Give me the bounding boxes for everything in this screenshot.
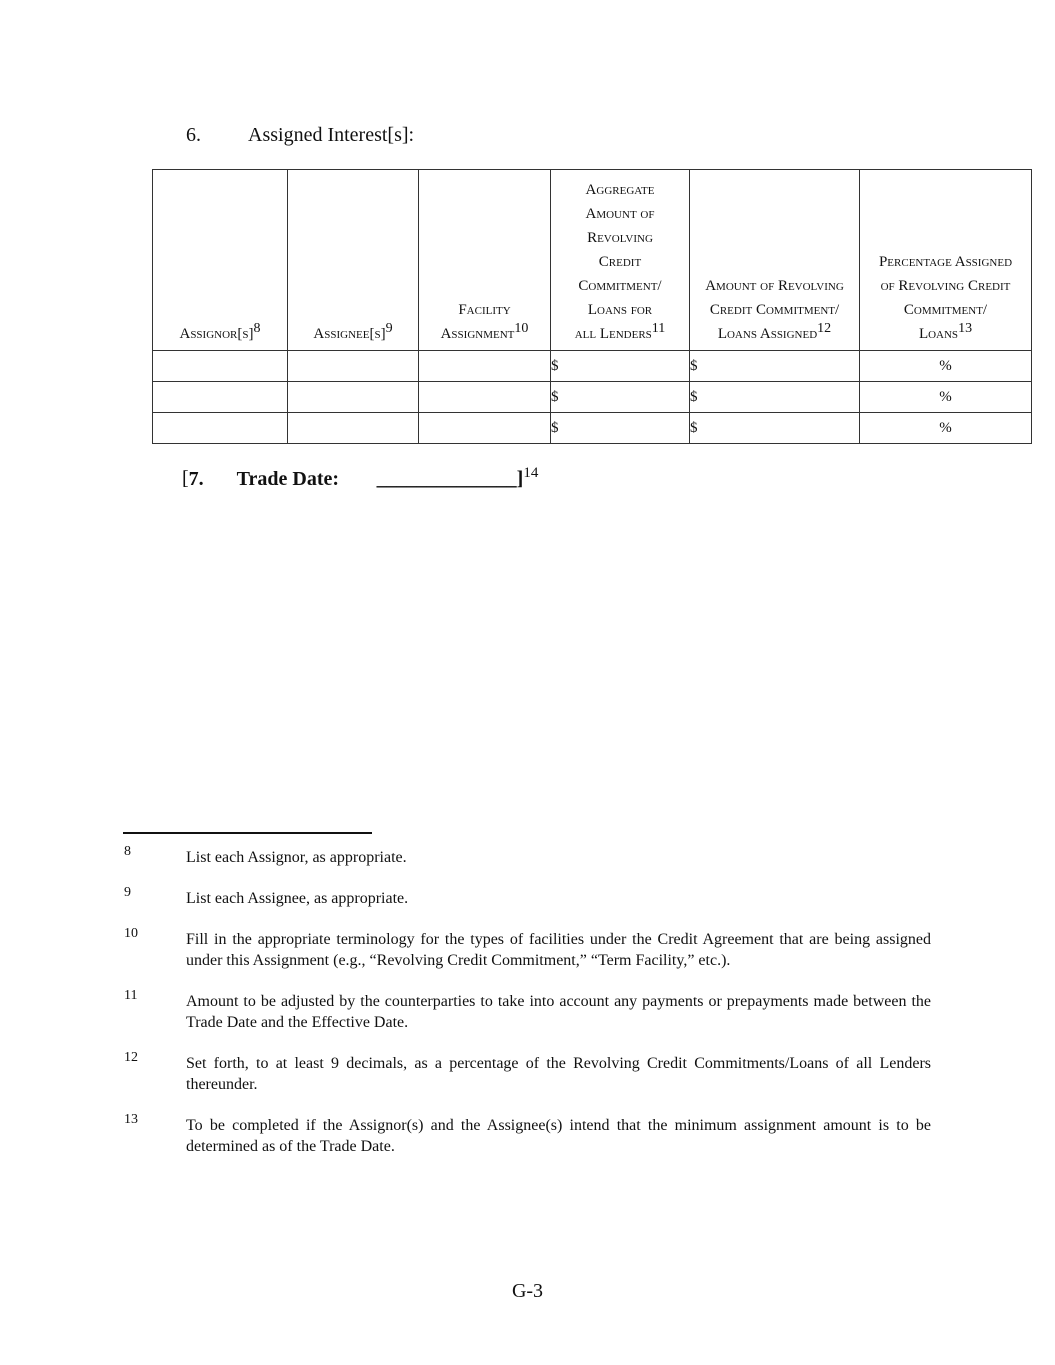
- header-percentage-assigned: Percentage Assigned of Revolving Credit Commitment/ Loans$^{13}$: [860, 170, 1032, 351]
- percentage-cell[interactable]: %: [860, 382, 1032, 413]
- assignee-cell[interactable]: [288, 413, 419, 444]
- footnote-text: Amount to be adjusted by the counterparties to take into account any payments or prepayments made between the Trade Date and the Effective Date.: [186, 993, 931, 1031]
- assignee-cell[interactable]: [288, 351, 419, 382]
- facility-cell[interactable]: [419, 413, 551, 444]
- footnote-number: 11: [124, 988, 138, 1003]
- facility-cell[interactable]: [419, 351, 551, 382]
- footnote-text: To be completed if the Assignor(s) and the Assignee(s) intend that the minimum assignment amount is to be determined as of the Trade Date.: [186, 1117, 931, 1155]
- header-assignee: $Assignee[s]^9$: [288, 170, 419, 351]
- trade-open-bracket: [: [182, 467, 189, 490]
- footnote: [124, 885, 931, 909]
- footnote-number: 9: [124, 885, 131, 900]
- amount-assigned-cell[interactable]: $: [690, 413, 860, 444]
- header-assignor: $Assignor[s]^8$: [153, 170, 288, 351]
- percentage-cell[interactable]: %: [860, 351, 1032, 382]
- percentage-cell[interactable]: %: [860, 413, 1032, 444]
- footnote-number: 8: [124, 844, 131, 859]
- amount-assigned-cell[interactable]: $: [690, 351, 860, 382]
- amount-assigned-cell[interactable]: $: [690, 382, 860, 413]
- table-header-row: [153, 170, 1032, 351]
- trade-label: Trade Date:: [236, 467, 340, 490]
- header-amount-assigned: Amount of Revolving Credit Commitment/ Loans Assigned$^{12}$: [690, 170, 860, 351]
- aggregate-amount-cell[interactable]: $: [551, 413, 690, 444]
- table-row: [153, 413, 1032, 444]
- footnote-number: 10: [124, 926, 138, 941]
- header-facility-assignment: Facility Assignment$^{10}$: [419, 170, 551, 351]
- footnote: [124, 1050, 931, 1095]
- section-6-heading: [186, 124, 414, 147]
- footnote: [124, 844, 931, 868]
- footnote-number: 12: [124, 1050, 138, 1065]
- section-number: 6.: [186, 124, 201, 146]
- table-row: [153, 382, 1032, 413]
- assignor-cell[interactable]: [153, 413, 288, 444]
- footnote: [124, 1112, 931, 1157]
- footnote: [124, 926, 931, 971]
- aggregate-amount-cell[interactable]: $: [551, 351, 690, 382]
- footnote-text: Fill in the appropriate terminology for the types of facilities under the Credit Agreement that are being assigned under this Assignment (e.g., “Revolving Credit Commitment,” “Term Facility,” etc.).: [186, 931, 931, 969]
- assignor-cell[interactable]: [153, 351, 288, 382]
- footnote-text: List each Assignor, as appropriate.: [186, 849, 407, 866]
- aggregate-amount-cell[interactable]: $: [551, 382, 690, 413]
- footnote-divider: [123, 832, 372, 834]
- footnote-text: List each Assignee, as appropriate.: [186, 890, 409, 907]
- page-number: G-3: [511, 1280, 544, 1302]
- footnote-text: Set forth, to at least 9 decimals, as a percentage of the Revolving Credit Commitments/Loans of all Lenders thereunder.: [186, 1055, 931, 1093]
- section-title: Assigned Interest[s]:: [248, 124, 415, 146]
- footnote: [124, 988, 931, 1033]
- trade-date-blank[interactable]: ______________]: [376, 467, 524, 490]
- assignee-cell[interactable]: [288, 382, 419, 413]
- trade-number: 7.: [188, 467, 204, 490]
- facility-cell[interactable]: [419, 382, 551, 413]
- table-row: [153, 351, 1032, 382]
- assigned-interests-table: [152, 169, 1032, 444]
- assignor-cell[interactable]: [153, 382, 288, 413]
- trade-footnote-ref: 14: [523, 465, 539, 481]
- footnote-number: 13: [124, 1112, 138, 1127]
- trade-date-line: [182, 465, 538, 491]
- header-aggregate-amount: Aggregate Amount of Revolving Credit Commitment/ Loans for all Lenders$^{11}$: [551, 170, 690, 351]
